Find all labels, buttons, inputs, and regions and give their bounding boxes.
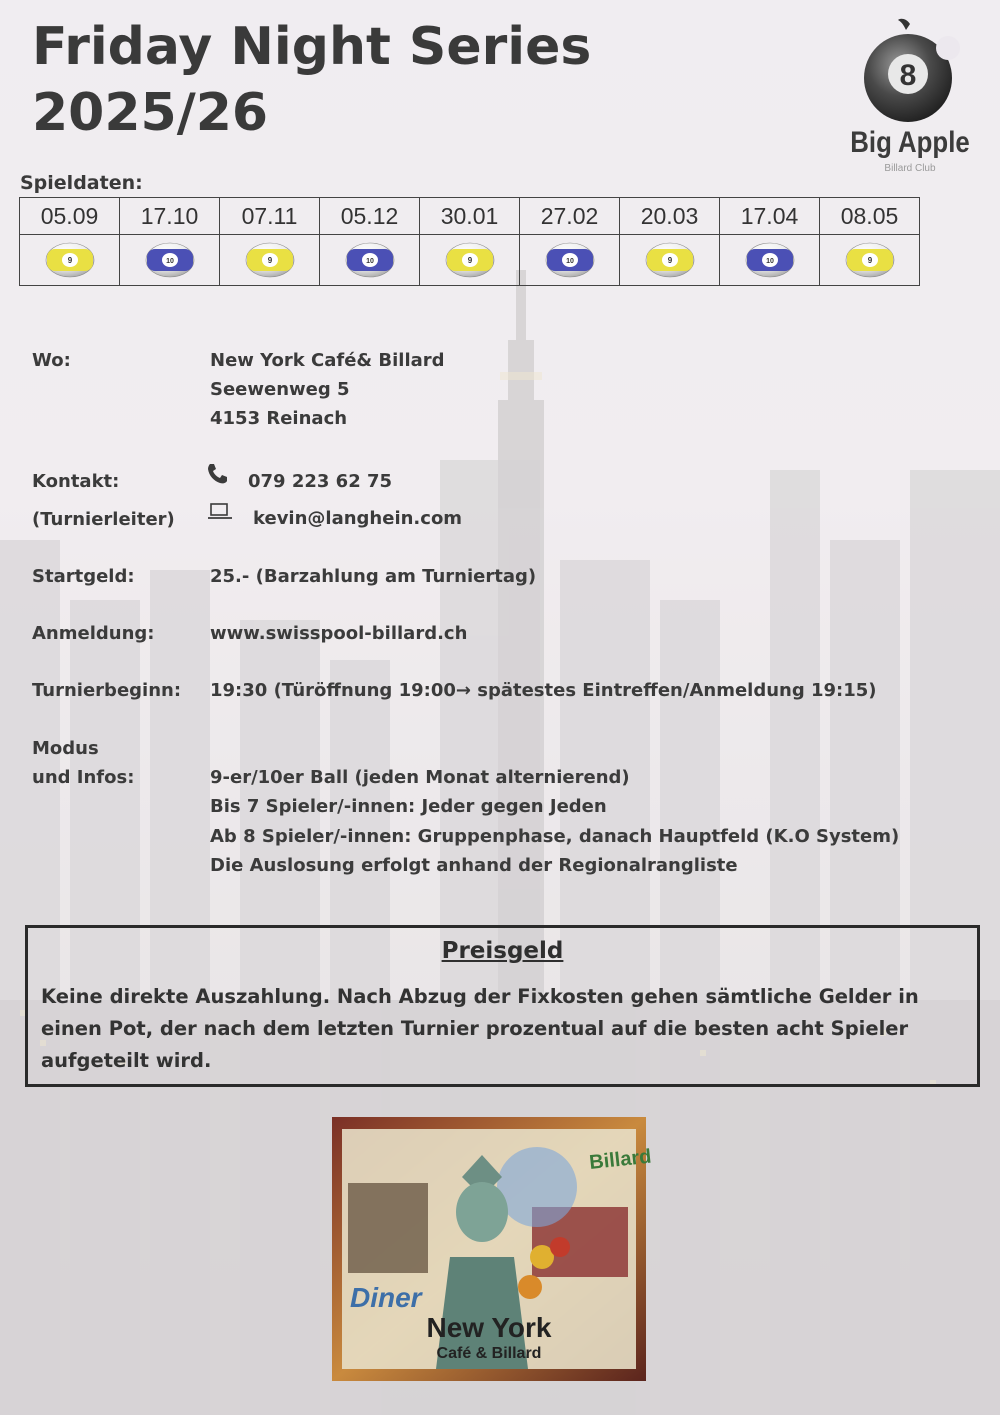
logo-ball-number: 8	[899, 59, 917, 92]
ball-cell	[320, 235, 420, 286]
ball-cell	[20, 235, 120, 286]
ball-cell	[620, 235, 720, 286]
prize-title: Preisgeld	[441, 938, 564, 964]
location-label: Wo:	[32, 350, 71, 371]
title-line-2: 2025/26	[32, 83, 269, 143]
date-cell: 07.11	[220, 198, 320, 235]
venue-diner-text: Diner	[350, 1282, 422, 1313]
start-time-value: 19:30 (Türöffnung 19:00→ spätestes Eintreffen/Anmeldung 19:15)	[210, 680, 877, 701]
big-apple-logo	[840, 18, 990, 178]
nine-ball-icon	[44, 241, 96, 279]
mode-label: Modus	[32, 738, 99, 759]
date-cell: 08.05	[820, 198, 920, 235]
fee-label: Startgeld:	[32, 566, 135, 587]
contact-email[interactable]: kevin@langhein.com	[253, 508, 463, 529]
nine-ball-icon	[444, 241, 496, 279]
ball-cell	[520, 235, 620, 286]
ball-number: 9	[467, 256, 472, 265]
mode-sublabel: und Infos:	[32, 767, 135, 788]
location-line-2: Seewenweg 5	[210, 379, 350, 400]
logo-subtitle: Billard Club	[884, 163, 936, 174]
mode-line-3: Ab 8 Spieler/-innen: Gruppenphase, danach Hauptfeld (K.O System)	[210, 826, 900, 847]
8-ball-apple-icon	[840, 18, 980, 128]
dates-table	[19, 197, 920, 286]
dates-label: Spieldaten:	[20, 172, 143, 194]
contact-phone: 079 223 62 75	[248, 471, 393, 492]
date-cell: 27.02	[520, 198, 620, 235]
date-cell: 20.03	[620, 198, 720, 235]
ten-ball-icon	[744, 241, 796, 279]
date-cell: 17.04	[720, 198, 820, 235]
page-title	[32, 14, 591, 146]
ball-number: 10	[365, 258, 374, 265]
laptop-icon	[206, 499, 234, 525]
date-cell: 17.10	[120, 198, 220, 235]
prize-text: Keine direkte Auszahlung. Nach Abzug der Fixkosten gehen sämtliche Gelder in einen Pot, der nach dem letzten Turnier prozentual auf die besten acht Spieler aufgeteilt wird.	[41, 985, 919, 1072]
ball-cell	[420, 235, 520, 286]
registration-label: Anmeldung:	[32, 623, 155, 644]
new-york-cafe-logo	[332, 1117, 653, 1381]
phone-icon	[204, 461, 232, 487]
mode-line-2: Bis 7 Spieler/-innen: Jeder gegen Jeden	[210, 796, 607, 817]
mode-line-4: Die Auslosung erfolgt anhand der Regionalrangliste	[210, 855, 738, 876]
ball-cell	[120, 235, 220, 286]
ball-cell	[720, 235, 820, 286]
location-line-3: 4153 Reinach	[210, 408, 348, 429]
nine-ball-icon	[844, 241, 896, 279]
ten-ball-icon	[544, 241, 596, 279]
nine-ball-icon	[244, 241, 296, 279]
venue-name: New York	[426, 1312, 552, 1343]
prize-box	[25, 925, 980, 1087]
logo-name: Big Apple	[850, 126, 970, 159]
date-cell: 30.01	[420, 198, 520, 235]
contact-label: Kontakt:	[32, 471, 120, 492]
ball-number: 9	[667, 256, 672, 265]
nine-ball-icon	[644, 241, 696, 279]
ten-ball-icon	[144, 241, 196, 279]
date-cell: 05.12	[320, 198, 420, 235]
contact-sublabel: (Turnierleiter)	[32, 509, 175, 530]
ball-number: 9	[67, 256, 72, 265]
ball-number: 10	[165, 258, 174, 265]
ball-number: 9	[267, 256, 272, 265]
ball-number: 9	[867, 256, 872, 265]
ten-ball-icon	[344, 241, 396, 279]
dates-row	[20, 198, 920, 235]
ball-cell	[820, 235, 920, 286]
date-cell: 05.09	[20, 198, 120, 235]
balls-row	[20, 235, 920, 286]
location-line-1: New York Café& Billard	[210, 350, 445, 371]
ball-cell	[220, 235, 320, 286]
venue-subtitle: Café & Billard	[436, 1345, 542, 1362]
registration-link[interactable]: www.swisspool-billard.ch	[210, 623, 468, 644]
fee-value: 25.- (Barzahlung am Turniertag)	[210, 566, 537, 587]
ball-number: 10	[765, 258, 774, 265]
mode-line-1: 9-er/10er Ball (jeden Monat alternierend)	[210, 767, 630, 788]
ball-number: 10	[565, 258, 574, 265]
venue-billard-text: Billard	[588, 1145, 653, 1174]
start-time-label: Turnierbeginn:	[32, 680, 182, 701]
title-line-1: Friday Night Series	[32, 17, 592, 77]
